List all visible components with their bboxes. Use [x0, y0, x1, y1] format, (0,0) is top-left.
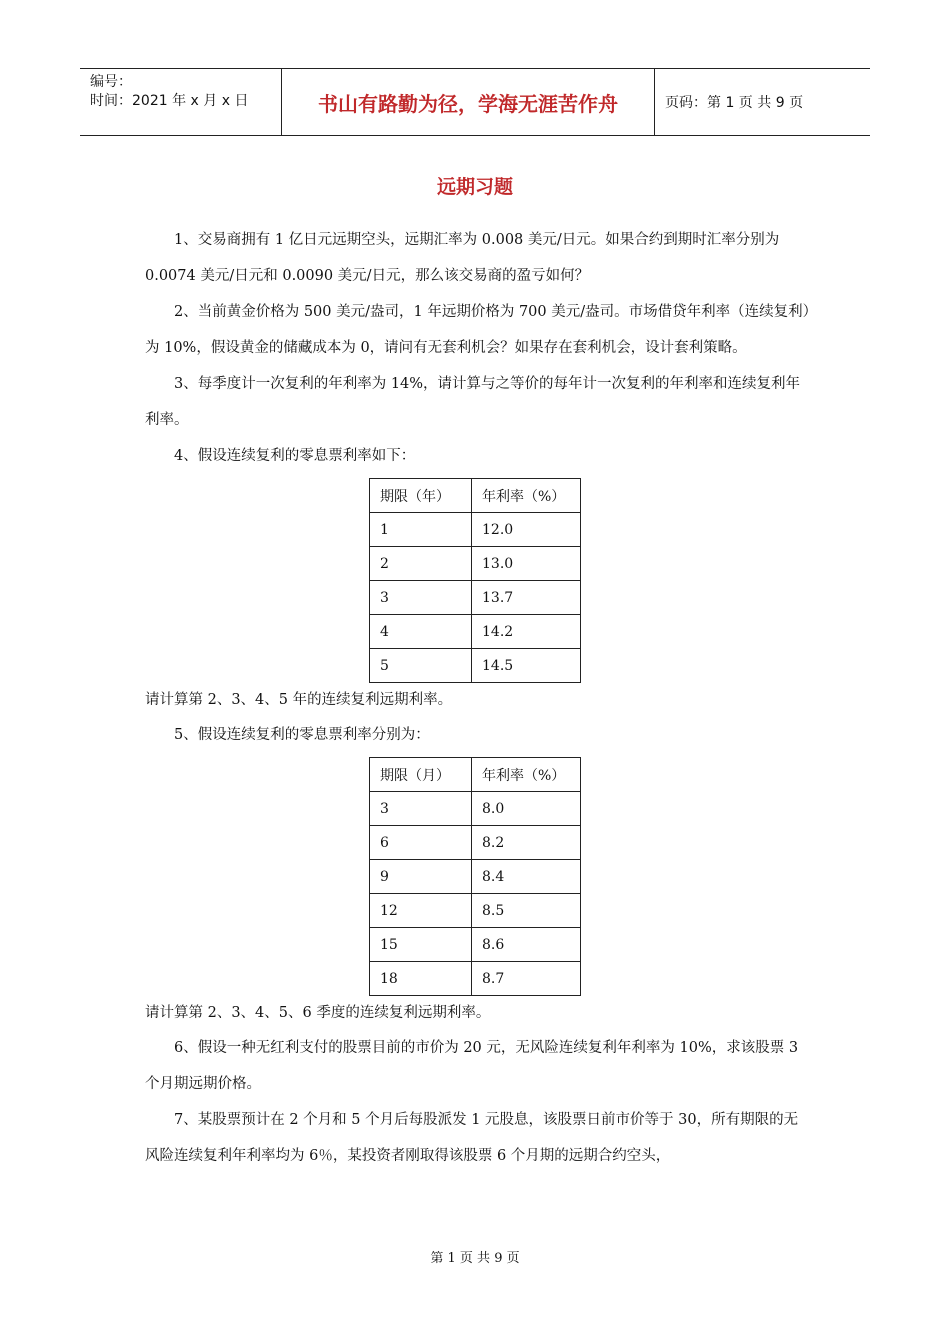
header-time-label: 时间：2021 年 x 月 x 日	[90, 93, 249, 109]
header-number-label: 编号：	[90, 74, 132, 90]
table-cell: 8.5	[472, 894, 581, 928]
table-cell: 14.2	[472, 615, 581, 649]
table-cell: 13.0	[472, 547, 581, 581]
table-row	[370, 962, 581, 996]
table-row	[370, 513, 581, 547]
table-row	[370, 860, 581, 894]
table-cell: 12	[370, 894, 472, 928]
table-cell: 9	[370, 860, 472, 894]
question-4: 4、假设连续复利的零息票利率如下：	[174, 448, 416, 464]
table-row	[370, 792, 581, 826]
table-cell: 6	[370, 826, 472, 860]
question-2: 2、当前黄金价格为 500 美元/盎司，1 年远期价格为 700 美元/盎司。市场借贷年利率（连续复利）为 10%，假设黄金的储藏成本为 0，请问有无套利机会？如果存在套利机会，设计套利策略。	[145, 304, 810, 356]
header-motto: 书山有路勤为径，学海无涯苦作舟	[282, 69, 655, 135]
table-row	[370, 547, 581, 581]
table-header-cell: 期限（月）	[370, 758, 472, 792]
question-3: 3、每季度计一次复利的年利率为 14%，请计算与之等价的每年计一次复利的年利率和连续复利年利率。	[145, 376, 801, 428]
table-cell: 8.7	[472, 962, 581, 996]
question-5: 5、假设连续复利的零息票利率分别为：	[174, 727, 430, 743]
table-row	[370, 615, 581, 649]
table-cell: 3	[370, 581, 472, 615]
rates-table-years	[369, 478, 581, 683]
table-cell: 8.2	[472, 826, 581, 860]
table-header-row	[370, 758, 581, 792]
page-header	[80, 68, 870, 136]
table-header-cell: 年利率（%）	[472, 479, 581, 513]
question-1: 1、交易商拥有 1 亿日元远期空头，远期汇率为 0.008 美元/日元。如果合约到期时汇率分别为 0.0074 美元/日元和 0.0090 美元/日元，那么该交易商的盈亏如何？	[145, 232, 780, 284]
table-cell: 8.6	[472, 928, 581, 962]
table-cell: 4	[370, 615, 472, 649]
page-footer: 第 1 页 共 9 页	[430, 1251, 520, 1266]
table-row	[370, 928, 581, 962]
table-cell: 8.0	[472, 792, 581, 826]
table-cell: 18	[370, 962, 472, 996]
header-meta	[80, 69, 282, 135]
table-row	[370, 581, 581, 615]
table-cell: 13.7	[472, 581, 581, 615]
table-cell: 15	[370, 928, 472, 962]
table-row	[370, 826, 581, 860]
question-6: 6、假设一种无红利支付的股票目前的市价为 20 元，无风险连续复利年利率为 10%，求该股票 3 个月期远期价格。	[145, 1040, 799, 1092]
table-cell: 12.0	[472, 513, 581, 547]
question-5-instruction: 请计算第 2、3、4、5、6 季度的连续复利远期利率。	[145, 1005, 491, 1021]
table-cell: 5	[370, 649, 472, 683]
question-7: 7、某股票预计在 2 个月和 5 个月后每股派发 1 元股息，该股票日前市价等于 30，所有期限的无风险连续复利年利率均为 6％，某投资者刚取得该股票 6 个月期的远期合约空头，	[145, 1112, 799, 1164]
table-cell: 8.4	[472, 860, 581, 894]
question-4-instruction: 请计算第 2、3、4、5 年的连续复利远期利率。	[145, 692, 453, 708]
document-title: 远期习题	[436, 176, 513, 198]
table-cell: 1	[370, 513, 472, 547]
document-body	[145, 222, 810, 1174]
table-header-cell: 期限（年）	[370, 479, 472, 513]
table-row	[370, 649, 581, 683]
header-page-code: 页码：第 1 页 共 9 页	[665, 95, 804, 111]
table-cell: 2	[370, 547, 472, 581]
table-header-row	[370, 479, 581, 513]
table-cell: 14.5	[472, 649, 581, 683]
table-row	[370, 894, 581, 928]
rates-table-months	[369, 757, 581, 996]
table-header-cell: 年利率（%）	[472, 758, 581, 792]
table-cell: 3	[370, 792, 472, 826]
